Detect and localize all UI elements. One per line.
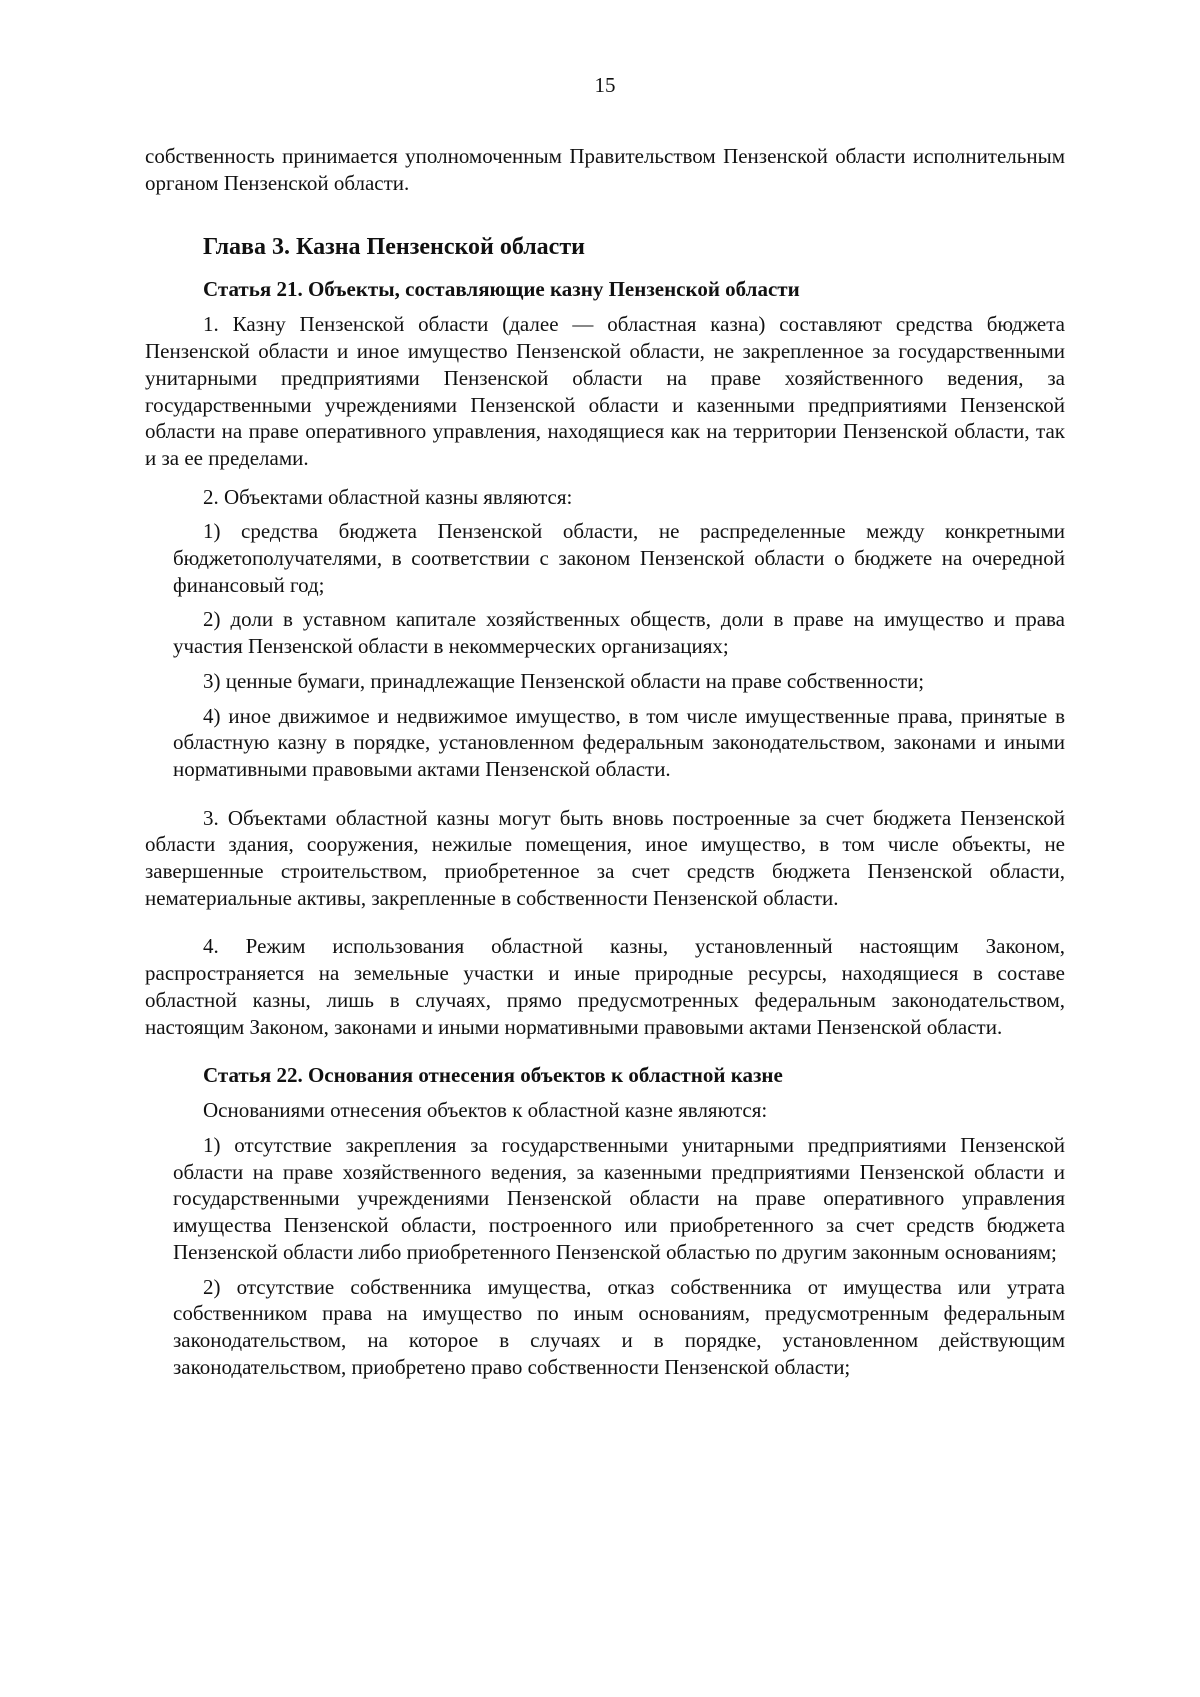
article-21-item-1: 1) средства бюджета Пензенской области, не распределенные между конкретными бюджетополучателями, в соответствии с законом Пензенской области о бюджете на очередной финансовый год; bbox=[173, 519, 1065, 597]
article-22-title: Статья 22. Основания отнесения объектов к областной казне bbox=[203, 1063, 783, 1088]
article-21-item-3: 3) ценные бумаги, принадлежащие Пензенской области на праве собственности; bbox=[203, 668, 925, 693]
article-21-item-2: 2) доли в уставном капитале хозяйственных обществ, доли в праве на имущество и права участия Пензенской области в некоммерческих организациях; bbox=[173, 607, 1065, 659]
page-number: 15 bbox=[594, 73, 616, 97]
article-21-paragraph-1: 1. Казну Пензенской области (далее — областная казна) составляют средства бюджета Пензенской области и иное имущество Пензенской области, не закрепленное за государственными унитарными предприятиями Пензенской области на праве хозяйственного ведения, за государственными учреждениями Пензенской области и казенными предприятиями Пензенской области на праве оперативного управления, находящиеся как на территории Пензенской области, так и за ее пределами. bbox=[145, 312, 1065, 470]
article-22-item-1: 1) отсутствие закрепления за государственными унитарными предприятиями Пензенской области на праве хозяйственного ведения, за казенными предприятиями Пензенской области и государственными учреждениями Пензенской области на праве оперативного управления имущества Пензенской области, построенного или приобретенного за счет средств бюджета Пензенской области либо приобретенного Пензенской областью по другим законным основаниям; bbox=[173, 1132, 1065, 1264]
chapter-title: Глава 3. Казна Пензенской области bbox=[203, 234, 585, 261]
document-body bbox=[145, 143, 1065, 1380]
intro-paragraph: собственность принимается уполномоченным Правительством Пензенской области исполнительным органом Пензенской области. bbox=[145, 144, 1065, 195]
article-21-item-4: 4) иное движимое и недвижимое имущество, в том числе имущественные права, принятые в областную казну в порядке, установленном федеральным законодательством, законами и иными нормативными правовыми актами Пензенской области. bbox=[173, 703, 1065, 781]
article-21-paragraph-2: 2. Объектами областной казны являются: bbox=[203, 484, 573, 509]
article-22-item-2: 2) отсутствие собственника имущества, отказ собственника от имущества или утрата собственником права на имущество по иным основаниям, предусмотренным федеральным законодательством, на которое в случаях и в порядке, установленном действующим законодательством, приобретено право собственности Пензенской области; bbox=[173, 1274, 1065, 1379]
article-22-lead: Основаниями отнесения объектов к областной казне являются: bbox=[203, 1098, 768, 1123]
article-21-paragraph-4: 4. Режим использования областной казны, установленный настоящим Законом, распространяется на земельные участки и иные природные ресурсы, находящиеся в составе областной казны, лишь в случаях, прямо предусмотренных федеральным законодательством, настоящим Законом, законами и иными нормативными правовыми актами Пензенской области. bbox=[145, 934, 1065, 1039]
article-21-paragraph-3: 3. Объектами областной казны могут быть вновь построенные за счет бюджета Пензенской области здания, сооружения, нежилые помещения, иное имущество, в том числе объекты, не завершенные строительством, приобретенное за счет средств бюджета Пензенской области, нематериальные активы, закрепленные в собственности Пензенской области. bbox=[145, 805, 1065, 910]
article-21-title: Статья 21. Объекты, составляющие казну Пензенской области bbox=[203, 277, 800, 302]
